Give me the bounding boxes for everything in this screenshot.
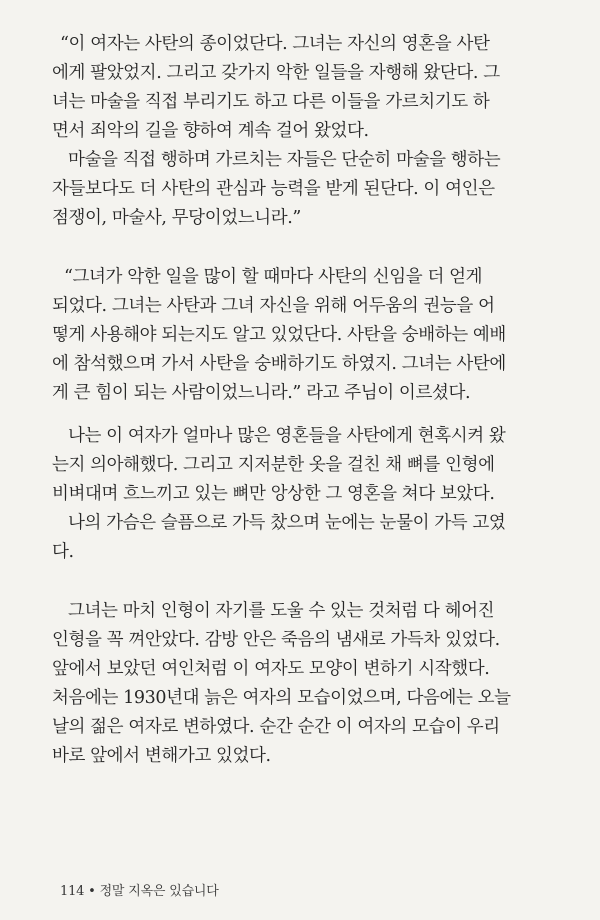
text-line: 앞에서 보았던 여인처럼 이 여자도 모양이 변하기 시작했다. xyxy=(52,659,490,679)
text-line: 날의 젊은 여자로 변하였다. 순간 순간 이 여자의 모습이 우리 xyxy=(52,717,500,737)
footer-separator: • xyxy=(88,884,96,899)
text-line: 바로 앞에서 변해가고 있었다. xyxy=(52,746,271,766)
text-line: 그녀는 마치 인형이 자기를 도울 수 있는 것처럼 다 헤어진 xyxy=(68,601,495,621)
text-line: 에 참석했으며 가서 사탄을 숭배하기도 하였지. 그녀는 사탄에 xyxy=(52,354,506,374)
text-line: 면서 죄악의 길을 향하여 계속 걸어 왔었다. xyxy=(52,121,369,141)
paragraph-3 xyxy=(52,263,552,408)
book-title: 정말 지옥은 있습니다 xyxy=(99,884,219,899)
paragraph-4 xyxy=(52,422,552,509)
paragraph-gap xyxy=(52,567,552,597)
page-number: 114 xyxy=(60,884,85,899)
text-line: 녀는 마술을 직접 부리기도 하고 다른 이들을 가르치기도 하 xyxy=(52,92,490,112)
paragraph-gap xyxy=(52,408,552,422)
text-line: 처음에는 1930년대 늙은 여자의 모습이었으며, 다음에는 오늘 xyxy=(52,688,511,708)
text-line: “그녀가 악한 일을 많이 할 때마다 사탄의 신임을 더 얻게 xyxy=(64,267,483,287)
text-line: “이 여자는 사탄의 종이었단다. 그녀는 자신의 영혼을 사탄 xyxy=(60,34,490,54)
text-line: 다. xyxy=(52,542,74,562)
text-line: 떻게 사용해야 되는지도 알고 있었단다. 사탄을 숭배하는 예배 xyxy=(52,325,506,345)
text-line: 에게 팔았었지. 그리고 갖가지 악한 일들을 자행해 왔단다. 그 xyxy=(52,63,500,83)
text-line: 마술을 직접 행하며 가르치는 자들은 단순히 마술을 행하는 xyxy=(68,150,501,170)
text-line: 게 큰 힘이 되는 사람이었느니라.” 라고 주님이 이르셨다. xyxy=(52,383,471,403)
paragraph-gap xyxy=(52,233,552,263)
body-text xyxy=(52,30,552,771)
text-line: 나는 이 여자가 얼마나 많은 영혼들을 사탄에게 현혹시켜 왔 xyxy=(68,426,506,446)
page-footer xyxy=(60,880,219,899)
text-line: 자들보다도 더 사탄의 관심과 능력을 받게 된단다. 이 여인은 xyxy=(52,179,495,199)
text-line: 는지 의아해했다. 그리고 지저분한 옷을 걸친 채 뼈를 인형에 xyxy=(52,455,495,475)
text-line: 비벼대며 흐느끼고 있는 뼈만 앙상한 그 영혼을 쳐다 보았다. xyxy=(52,484,495,504)
text-line: 나의 가슴은 슬픔으로 가득 찼으며 눈에는 눈물이 가득 고였 xyxy=(68,513,506,533)
paragraph-6 xyxy=(52,597,552,771)
text-line: 되었다. 그녀는 사탄과 그녀 자신을 위해 어두움의 권능을 어 xyxy=(52,296,495,316)
text-line: 인형을 꼭 껴안았다. 감방 안은 죽음의 냄새로 가득차 있었다. xyxy=(52,630,500,650)
paragraph-2 xyxy=(52,146,552,233)
paragraph-5 xyxy=(52,509,552,567)
paragraph-1 xyxy=(52,30,552,146)
text-line: 점쟁이, 마술사, 무당이었느니라.” xyxy=(52,208,301,228)
